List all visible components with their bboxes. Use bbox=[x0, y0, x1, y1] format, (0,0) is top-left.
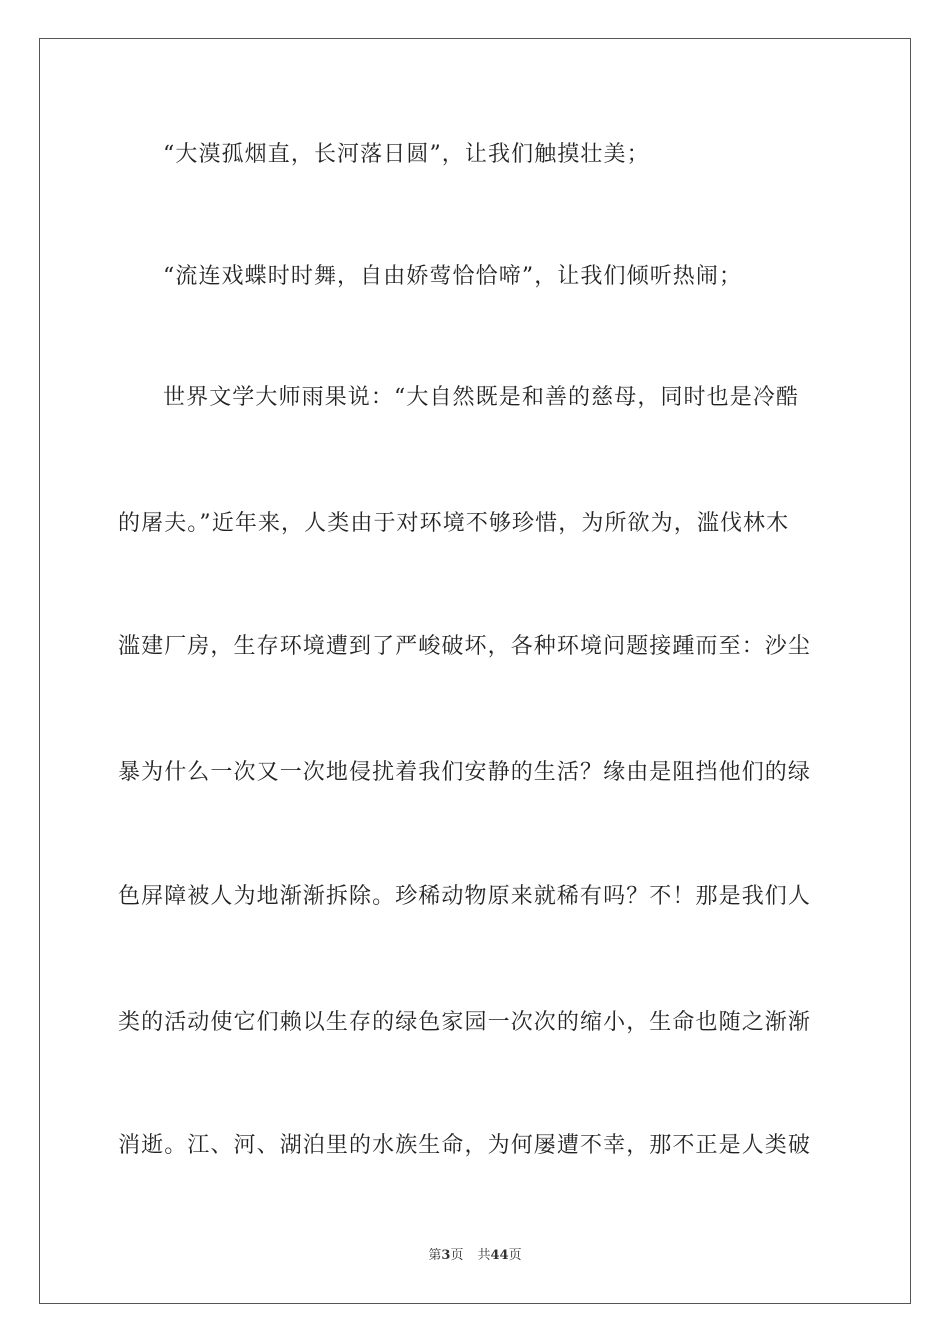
text-line-9: 消逝。江、河、湖泊里的水族生命，为何屡遭不幸，那不正是人类破 bbox=[118, 1133, 812, 1158]
page-total: 44 bbox=[490, 1248, 509, 1263]
total-suffix: 页 bbox=[508, 1248, 522, 1263]
text-line-8: 类的活动使它们赖以生存的绿色家园一次次的缩小，生命也随之渐渐 bbox=[118, 1010, 812, 1035]
text-line-2: “流连戏蝶时时舞，自由娇莺恰恰啼”，让我们倾听热闹； bbox=[163, 264, 743, 289]
text-line-7: 色屏障被人为地渐渐拆除。珍稀动物原来就稀有吗？不！那是我们人 bbox=[118, 884, 812, 909]
text-line-1: “大漠孤烟直，长河落日圆”，让我们触摸壮美； bbox=[163, 142, 650, 167]
total-prefix: 共 bbox=[477, 1248, 491, 1263]
page-suffix: 页 bbox=[450, 1248, 464, 1263]
text-line-3: 世界文学大师雨果说：“大自然既是和善的慈母，同时也是冷酷 bbox=[163, 385, 800, 410]
text-line-6: 暴为什么一次又一次地侵扰着我们安静的生活？缘由是阻挡他们的绿 bbox=[118, 760, 812, 785]
text-line-5: 滥建厂房，生存环境遭到了严峻破坏，各种环境问题接踵而至：沙尘 bbox=[118, 634, 812, 659]
text-line-4: 的屠夫。”近年来，人类由于对环境不够珍惜，为所欲为，滥伐林木 bbox=[118, 511, 790, 536]
page-border bbox=[39, 38, 911, 1304]
page-prefix: 第 bbox=[428, 1248, 442, 1263]
page-current: 3 bbox=[441, 1248, 451, 1263]
page-footer bbox=[0, 1247, 950, 1265]
